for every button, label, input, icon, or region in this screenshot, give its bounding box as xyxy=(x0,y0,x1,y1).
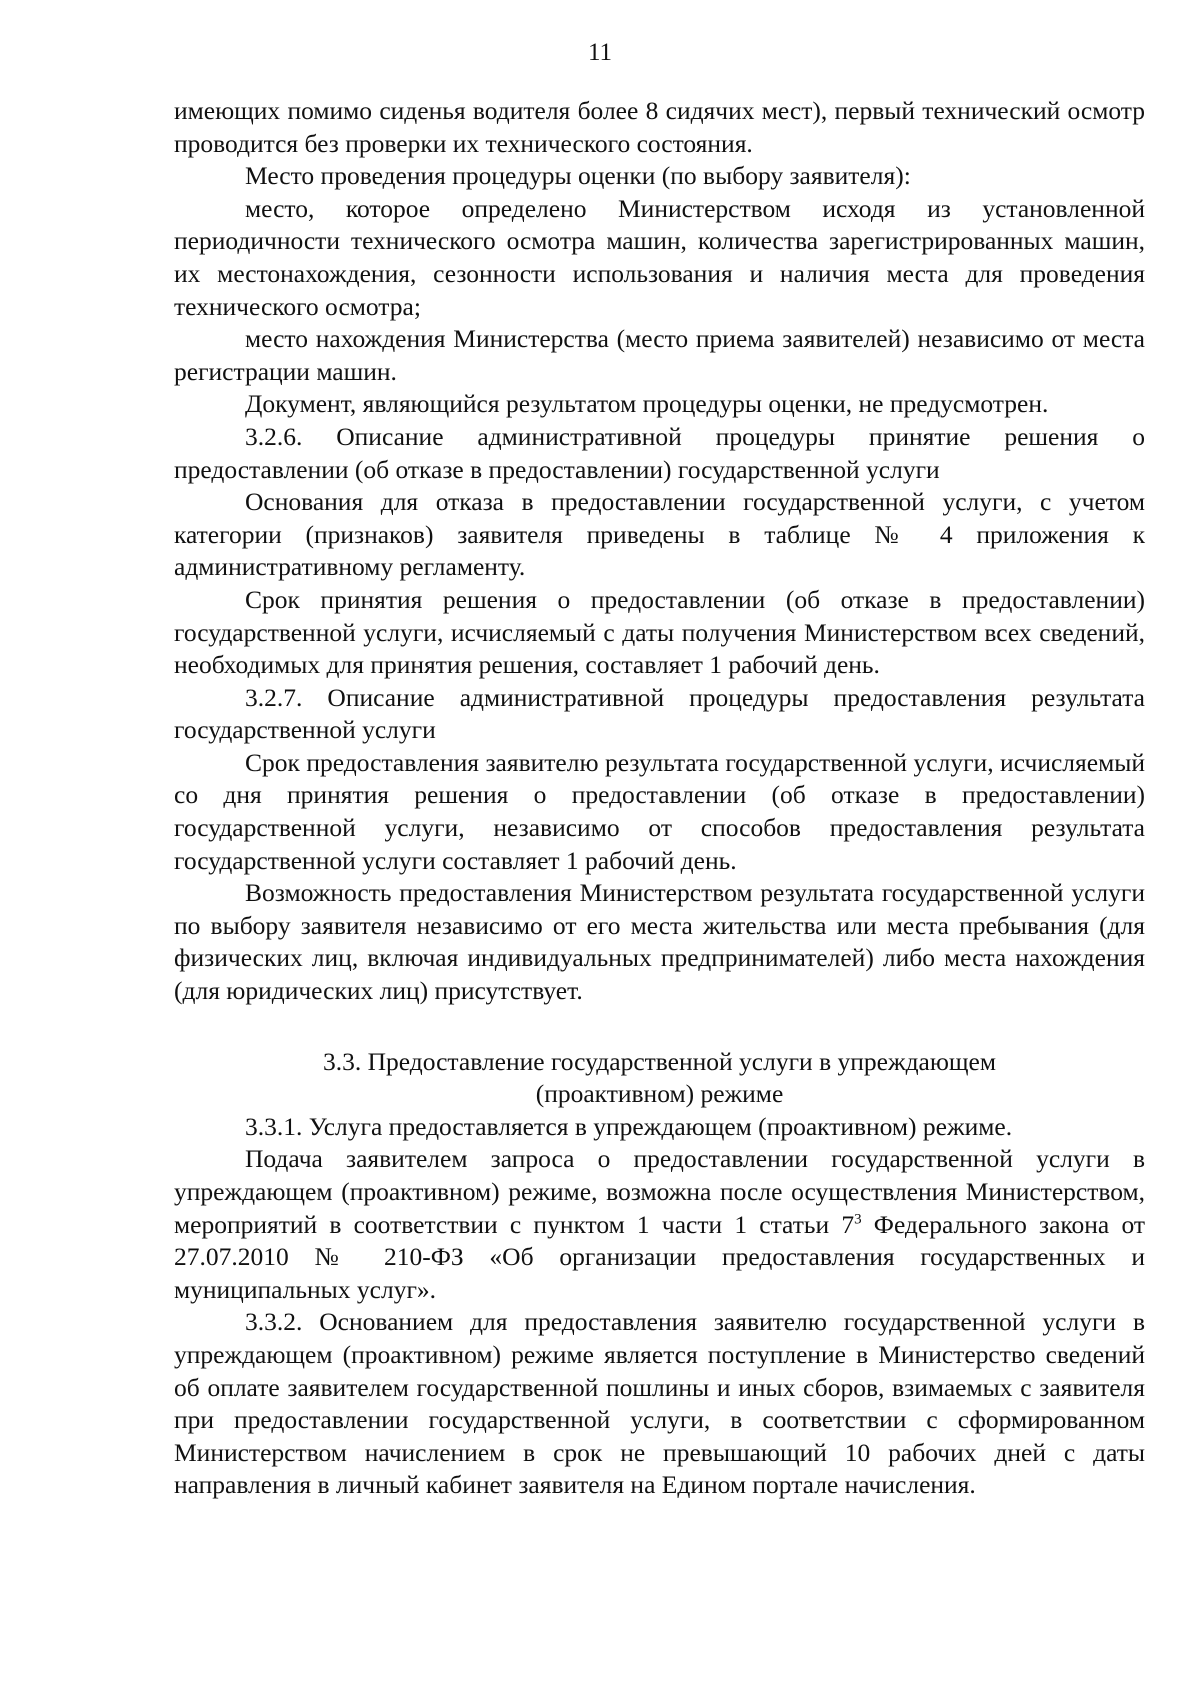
paragraph-decision-term: Срок принятия решения о предоставлении (об отказе в предоставлении) государственной услуги, исчисляемый с даты получения Министерством всех сведений, необходимых для принятия решения, составляет 1 рабочий день. xyxy=(174,584,1145,680)
paragraph-continuation: имеющих помимо сиденья водителя более 8 сидячих мест), первый технический осмотр проводится без проверки их технического состояния. xyxy=(174,96,1145,158)
paragraph-3-3-1: 3.3.1. Услуга предоставляется в упреждающем (проактивном) режиме. xyxy=(245,1111,1013,1141)
article-superscript: 3 xyxy=(854,1211,862,1228)
paragraph-assessment-result: Документ, являющийся результатом процедуры оценки, не предусмотрен. xyxy=(245,389,1049,419)
paragraph-place-ministry-defined: место, которое определено Министерством исходя из установленной периодичности технического осмотра машин, количества зарегистрированных машин, их местонахождения, сезонности использования и наличия места для проведения технического осмотра; xyxy=(174,193,1145,321)
paragraph-refusal-grounds: Основания для отказа в предоставлении государственной услуги, с учетом категории (признаков) заявителя приведены в таблице № 4 приложения к административному регламенту. xyxy=(174,487,1145,582)
submission-text-before: Подача заявителем запроса о предоставлении государственной услуги в упреждающем (проактивном) режиме, возможна после осуществления Министерством, мероприятий в соответствии с пунктом 1 части 1 статьи 7 xyxy=(174,1144,1145,1239)
paragraph-assessment-place: Место проведения процедуры оценки (по выбору заявителя): xyxy=(245,161,911,191)
submission-text-after: Федерального закона от 27.07.2010 № 210-ФЗ «Об организации предоставления государственных и муниципальных услуг». xyxy=(174,1209,1145,1304)
paragraph-result-term: Срок предоставления заявителю результата государственной услуги, исчисляемый со дня принятия решения о предоставлении (об отказе в предоставлении) государственной услуги, независимо от способов предоставления результата государственной услуги составляет 1 рабочий день. xyxy=(174,747,1145,875)
paragraph-3-2-6: 3.2.6. Описание административной процедуры принятие решения о предоставлении (об отказе в предоставлении) государственной услуги xyxy=(174,421,1145,484)
paragraph-extraterritorial: Возможность предоставления Министерством результата государственной услуги по выбору заявителя независимо от его места жительства или места пребывания (для физических лиц, включая индивидуальных предпринимателей) либо места нахождения (для юридических лиц) присутствует. xyxy=(174,878,1145,1006)
paragraph-place-ministry-location: место нахождения Министерства (место приема заявителей) независимо от места регистрации машин. xyxy=(174,324,1145,386)
paragraph-proactive-submission xyxy=(174,1143,1145,1306)
document-body xyxy=(174,95,1145,1502)
page-number: 11 xyxy=(587,39,613,66)
paragraph-3-2-7: 3.2.7. Описание административной процедуры предоставления результата государственной услуги xyxy=(174,682,1145,745)
paragraph-3-3-2: 3.3.2. Основанием для предоставления заявителю государственной услуги в упреждающем (проактивном) режиме является поступление в Министерство сведений об оплате заявителем государственной пошлины и иных сборов, взимаемых с заявителя при предоставлении государственной услуги, в соответствии с сформированном Министерством начислением в срок не превышающий 10 рабочих дней с даты направления в личный кабинет заявителя на Едином портале начисления. xyxy=(174,1307,1145,1500)
section-heading-3-3: 3.3. Предоставление государственной услуги в упреждающем (проактивном) режиме xyxy=(322,1046,997,1109)
